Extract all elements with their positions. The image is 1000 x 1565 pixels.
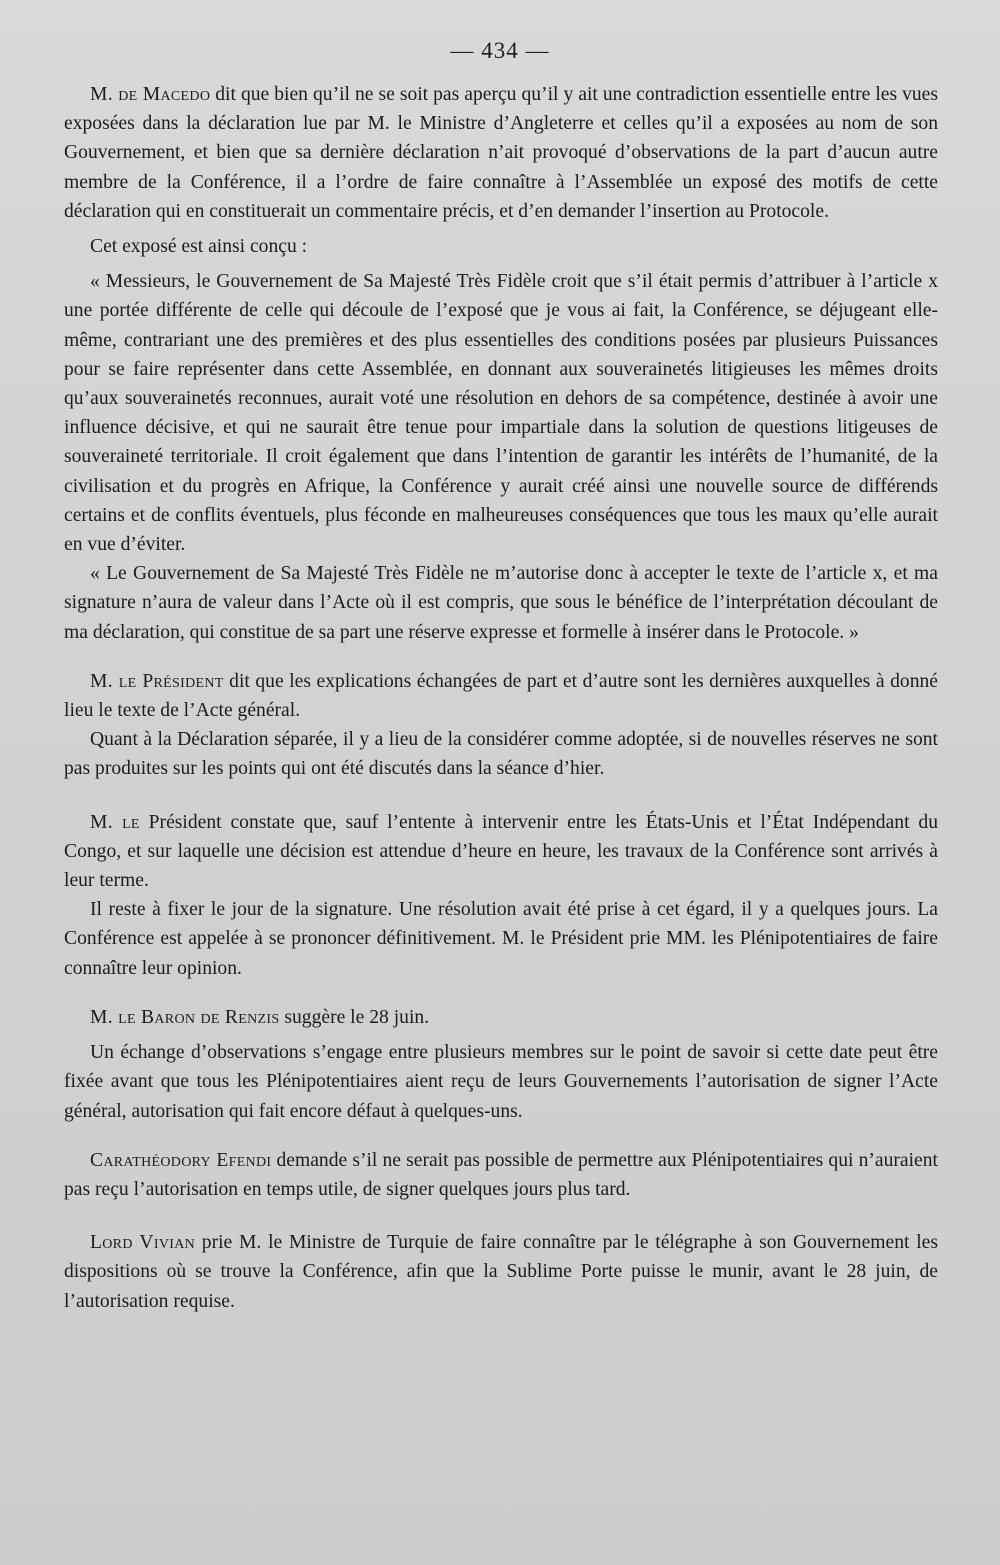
paragraph-macedo (64, 80, 938, 226)
paragraph-declaration-separee (64, 725, 938, 783)
paragraph-text: Président constate que, sauf l’entente à intervenir entre les États-Unis et l’État Indépendant du Congo, et sur laquelle une décision est attendue d’heure en heure, les travaux de la Conférence sont arrivés à leur terme. (64, 811, 938, 892)
paragraph-text: dit que bien qu’il ne se soit pas aperçu qu’il y ait une contradiction essentielle entre les vues exposées dans la déclaration lue par M. le Ministre d’Angleterre et celles qu’il a exposées au nom de son Gouvernement, et bien que sa dernière déclaration n’ait provoqué d’observations de la part d’aucun autre membre de la Conférence, il a l’ordre de faire connaître à l’Assemblée un exposé des motifs de cette déclaration qui en constituerait un commentaire précis, et d’en demander l’insertion au Protocole. (64, 84, 939, 222)
speaker-name: M. le Baron de Renzis (90, 1006, 280, 1028)
paragraph-text: Il reste à fixer le jour de la signature. Une résolution avait été prise à cet égard, il y a quelques jours. La Conférence est appelée à se prononcer définitivement. M. le Président prie MM. les Plénipotentiaires de faire connaître leur opinion. (64, 899, 938, 979)
paragraph-president-constate (64, 808, 938, 896)
paragraph-text: « Messieurs, le Gouvernement de Sa Majesté Très Fidèle croit que s’il était permis d’attribuer à l’article x une portée différente de celle qui découle de l’exposé que je vous ai fait, la Conférence, se déjugeant elle-même, contrariant une des premières et des plus essentielles des conditions posées par plusieurs Puissances pour se faire représenter dans cette Assemblée, en donnant aux souverainetés litigieuses les mêmes droits qu’aux souverainetés reconnues, aurait voté une résolution en dehors de sa compétence, destinée à avoir une influence décisive, et qui ne saurait être tenue pour impartiale dans la solution de questions litigeuses de souveraineté territoriale. Il croit également que dans l’intention de garantir les intérêts de l’humanité, de la civilisation et du progrès en Afrique, la Conférence y aurait créé ainsi une nouvelle source de différends certains et de conflits éventuels, plus féconde en malheureuses conséquences que tous les maux qu’elle aurait en vue d’éviter. (64, 271, 938, 556)
paragraph-text: dit que les explications échangées de part et d’autre sont les dernières auxquelles à donné lieu le texte de l’Acte général. (64, 670, 938, 722)
speaker-name: Carathéodory Efendi (90, 1149, 272, 1171)
paragraph-text: suggère le 28 juin. (279, 1006, 430, 1028)
speaker-name: M. de Macedo (90, 84, 211, 105)
paragraph-quote-gouvernement (64, 559, 938, 647)
page-number: — 434 — (450, 38, 550, 63)
paragraph-expose-intro (64, 232, 938, 261)
paragraph-lord-vivian (64, 1228, 938, 1316)
paragraph-text: Cet exposé est ainsi conçu : (90, 236, 308, 258)
speaker-name: Lord Vivian (90, 1232, 196, 1254)
paragraph-president-explications (64, 667, 938, 725)
paragraph-quote-messieurs (64, 267, 938, 559)
paragraph-text: « Le Gouvernement de Sa Majesté Très Fidèle ne m’autorise donc à accepter le texte de l’article x, et ma signature n’aura de valeur dans l’Acte où il est compris, que sous le bénéfice de l’interprétation découlant de ma déclaration, qui constitue de sa part une réserve expresse et formelle à insérer dans le Protocole. » (64, 563, 938, 643)
paragraph-renzis (64, 1003, 938, 1032)
paragraph-caratheodory (64, 1146, 938, 1204)
speaker-name: M. le (90, 811, 140, 833)
paragraph-signature-date (64, 895, 938, 983)
paragraph-text: Quant à la Déclaration séparée, il y a lieu de la considérer comme adoptée, si de nouvelles réserves ne sont pas produites sur les points qui ont été discutés dans la séance d’hier. (64, 729, 938, 780)
paragraph-text: demande s’il ne serait pas possible de permettre aux Plénipotentiaires qui n’auraient pas reçu l’autorisation en temps utile, de signer quelques jours plus tard. (64, 1149, 938, 1200)
page-body (64, 80, 938, 1316)
paragraph-text: prie M. le Ministre de Turquie de faire connaître par le télégraphe à son Gouvernement les dispositions où se trouve la Conférence, afin que la Sublime Porte puisse le munir, avant le 28 juin, de l’autorisation requise. (64, 1232, 938, 1312)
speaker-name: M. le Président (90, 670, 224, 692)
paragraph-echange-observations (64, 1038, 938, 1126)
paragraph-text: Un échange d’observations s’engage entre plusieurs membres sur le point de savoir si cette date peut être fixée avant que tous les Plénipotentiaires aient reçu de leurs Gouvernements l’autorisation de signer l’Acte général, autorisation qui fait encore défaut à quelques-uns. (64, 1042, 938, 1122)
